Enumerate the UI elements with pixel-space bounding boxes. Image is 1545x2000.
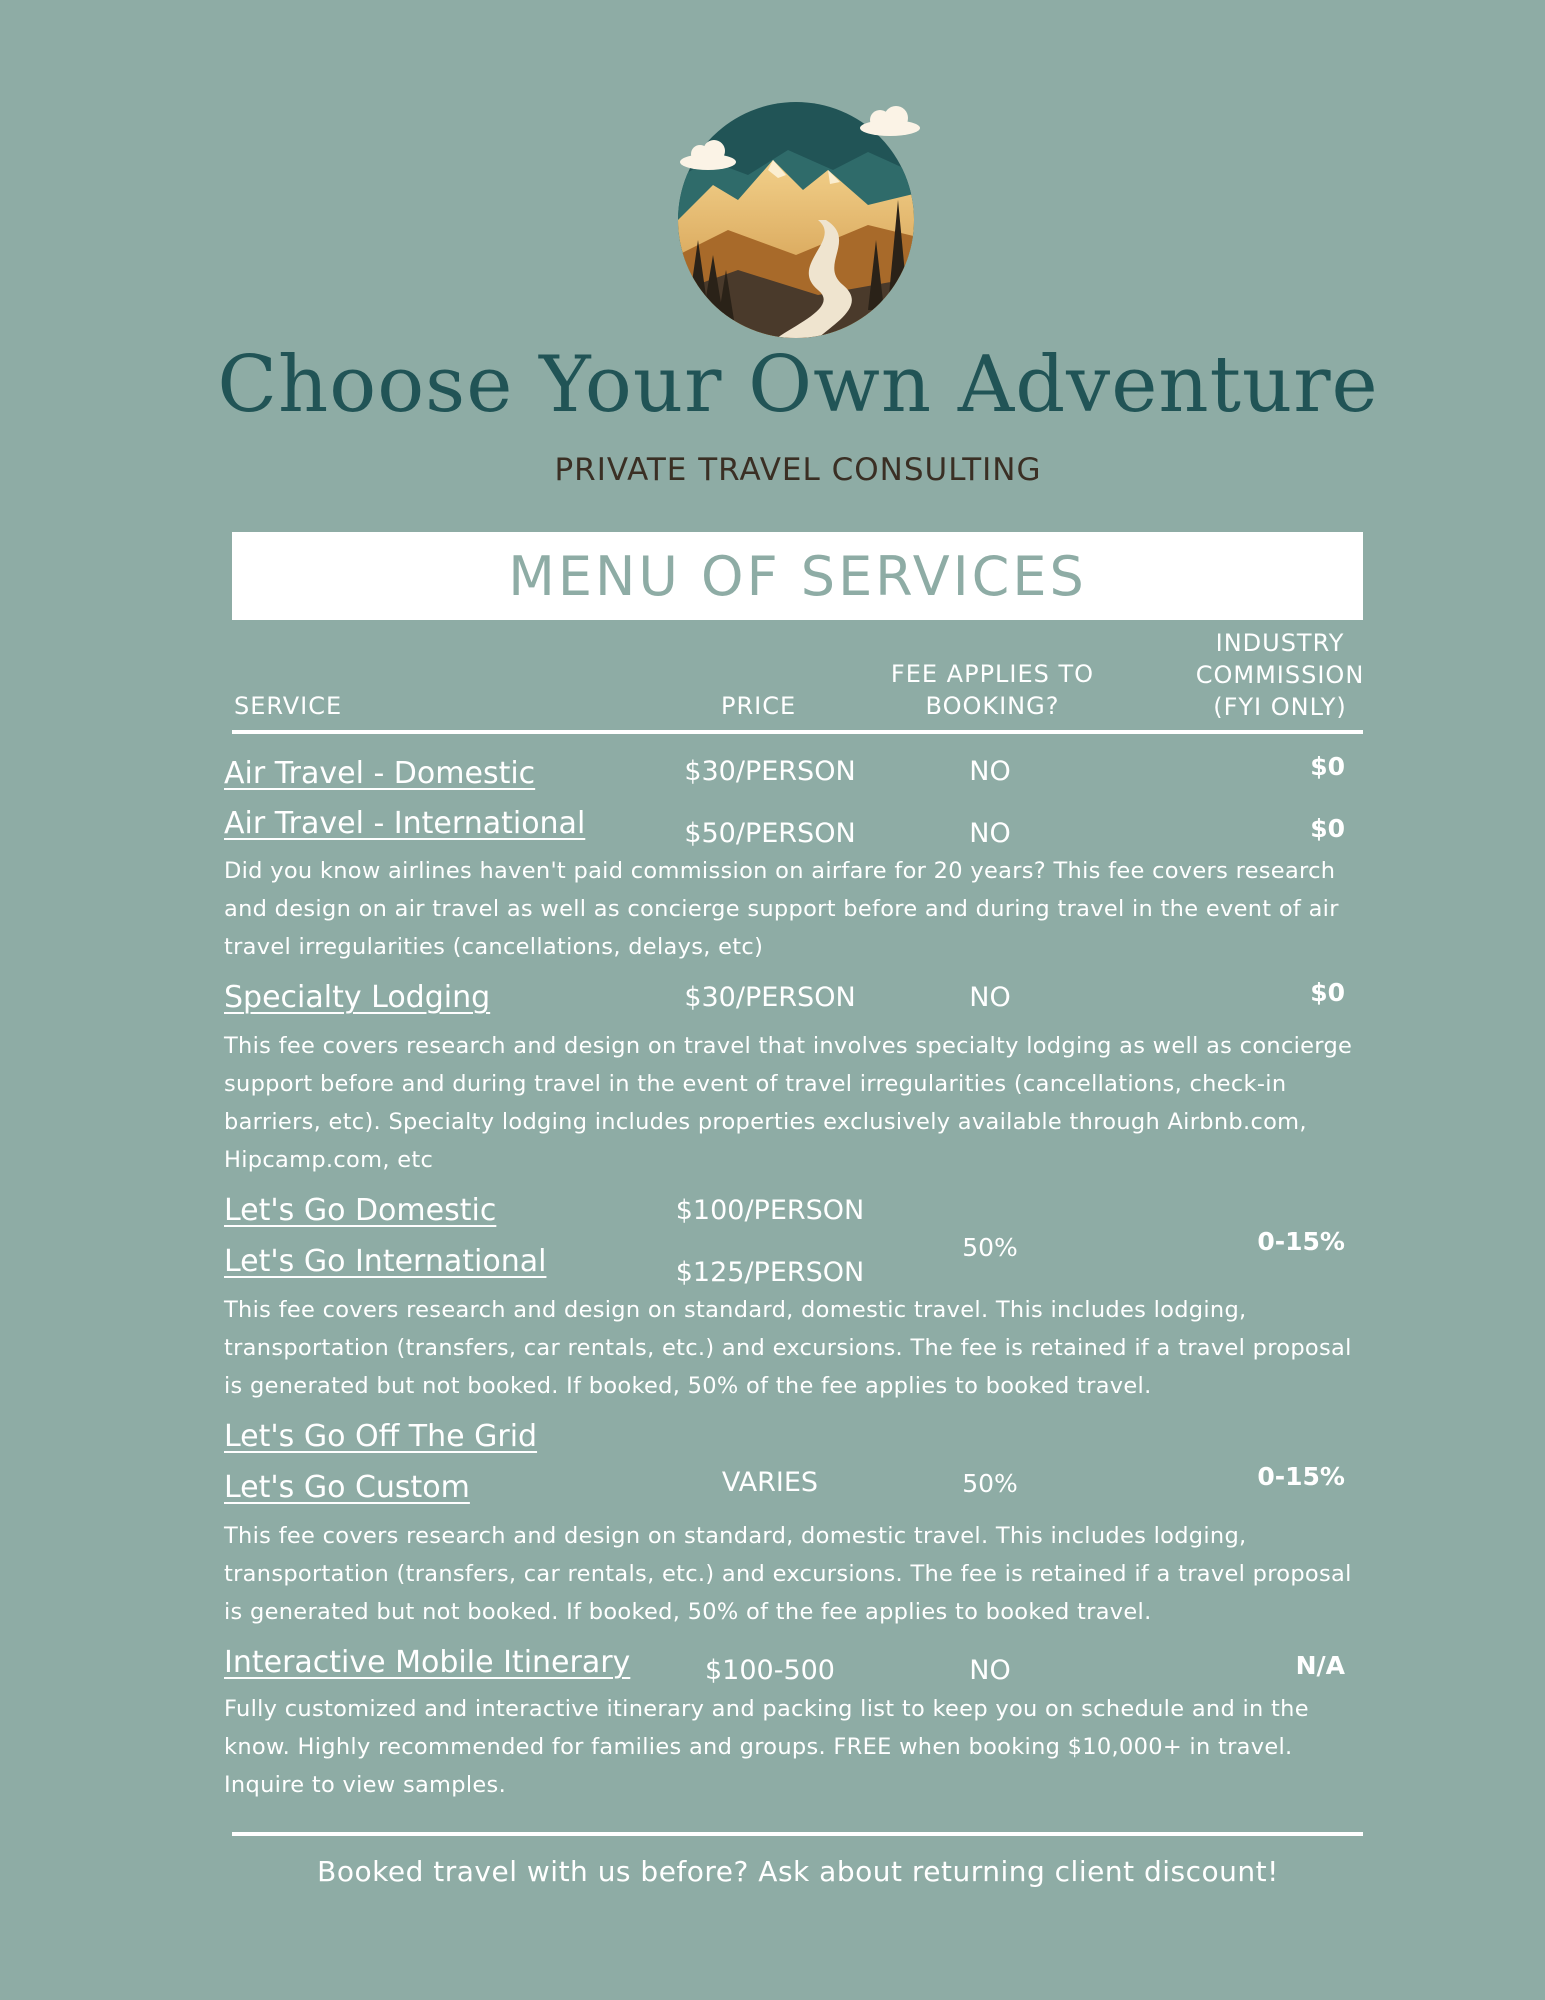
- price-lets-go-domestic: $100/PERSON: [675, 1195, 865, 1226]
- fee-applies-itinerary: NO: [969, 1655, 1011, 1686]
- price-itinerary: $100-500: [705, 1655, 835, 1686]
- description-itinerary: Fully customized and interactive itinerary and packing list to keep you on schedule and in the know. Highly recommended for families and groups. FREE when booking $10,000+ in travel. Inquire to view samples.: [224, 1696, 1309, 1798]
- menu-title: MENU OF SERVICES: [508, 544, 1087, 608]
- service-name-air-domestic: Air Travel - Domestic: [224, 756, 536, 791]
- commission-air-domestic: $0: [1310, 752, 1345, 781]
- commission-itinerary: N/A: [1295, 1651, 1345, 1680]
- price-specialty-lodging: $30/PERSON: [684, 982, 856, 1013]
- commission-lets-go: 0-15%: [1257, 1227, 1345, 1256]
- header-price: PRICE: [721, 692, 797, 720]
- fee-applies-custom: 50%: [962, 1469, 1018, 1498]
- description-specialty-lodging: This fee covers research and design on travel that involves specialty lodging as well as concierge support before and during travel in the event of travel irregularities (cancellations, check-in barriers, etc). Specialty lodging includes properties exclusively available through Airbnb.com, Hipcamp.com, etc: [224, 1033, 1353, 1173]
- footer-note: Booked travel with us before? Ask about returning client discount!: [317, 1855, 1279, 1888]
- commission-specialty-lodging: $0: [1310, 978, 1345, 1007]
- page-subtitle: PRIVATE TRAVEL CONSULTING: [554, 452, 1042, 488]
- commission-custom: 0-15%: [1257, 1462, 1345, 1491]
- service-name-itinerary: Interactive Mobile Itinerary: [224, 1645, 631, 1680]
- menu-title-banner: [232, 532, 1363, 620]
- service-name-custom: Let's Go Custom: [224, 1470, 470, 1505]
- description-custom: This fee covers research and design on standard, domestic travel. This includes lodging, transportation (transfers, car rentals, etc.) and excursions. The fee is retained if a travel proposal is generated but not booked. If booked, 50% of the fee applies to booked travel.: [224, 1523, 1352, 1625]
- service-name-lets-go-domestic: Let's Go Domestic: [224, 1193, 497, 1228]
- header-service: SERVICE: [234, 692, 343, 720]
- price-custom: VARIES: [721, 1467, 819, 1498]
- service-name-off-the-grid: Let's Go Off The Grid: [224, 1419, 538, 1454]
- fee-applies-air-international: NO: [969, 818, 1011, 849]
- description-lets-go: This fee covers research and design on standard, domestic travel. This includes lodging, transportation (transfers, car rentals, etc.) and excursions. The fee is retained if a travel proposal is generated but not booked. If booked, 50% of the fee applies to booked travel.: [224, 1297, 1352, 1399]
- header-fee-applies: FEE APPLIES TO BOOKING?: [890, 660, 1095, 720]
- mountain-road-logo-icon: [668, 90, 930, 350]
- service-name-lets-go-international: Let's Go International: [224, 1244, 547, 1279]
- fee-applies-lets-go: 50%: [962, 1233, 1018, 1262]
- fee-applies-specialty-lodging: NO: [969, 982, 1011, 1013]
- price-air-international: $50/PERSON: [684, 818, 856, 849]
- header-divider: [232, 730, 1363, 734]
- header-commission: INDUSTRY COMMISSION (FYI ONLY): [1195, 629, 1365, 721]
- commission-air-international: $0: [1310, 814, 1345, 843]
- price-lets-go-international: $125/PERSON: [675, 1257, 865, 1288]
- fee-applies-air-domestic: NO: [969, 756, 1011, 787]
- service-name-air-international: Air Travel - International: [224, 806, 586, 841]
- page-title: Choose Your Own Adventure: [217, 340, 1379, 430]
- price-air-domestic: $30/PERSON: [684, 756, 856, 787]
- service-name-specialty-lodging: Specialty Lodging: [224, 980, 491, 1015]
- description-air-travel: Did you know airlines haven't paid commission on airfare for 20 years? This fee covers research and design on air travel as well as concierge support before and during travel in the event of air travel irregularities (cancellations, delays, etc): [224, 858, 1339, 960]
- footer-divider: [232, 1832, 1363, 1836]
